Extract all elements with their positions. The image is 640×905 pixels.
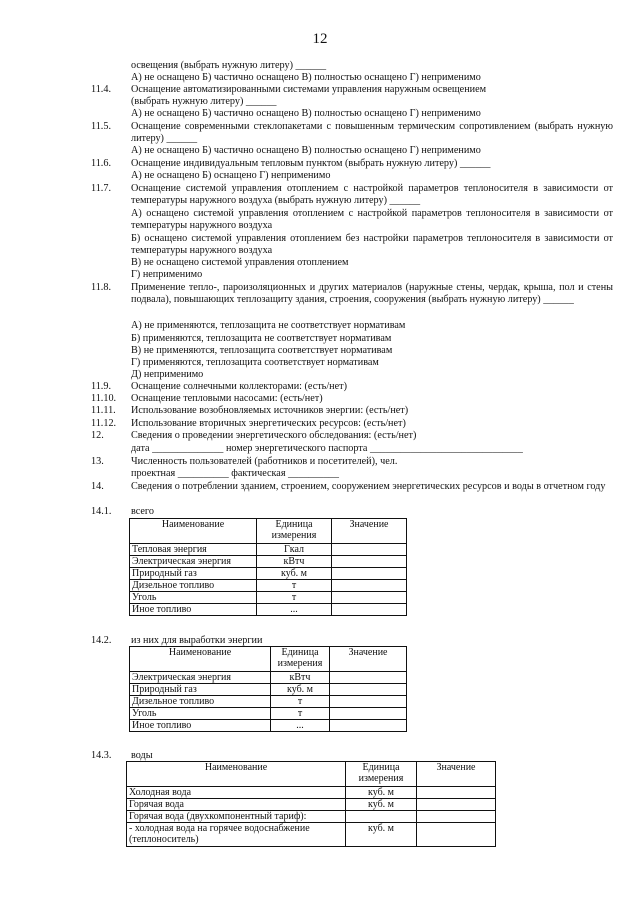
item-text: Использование возобновляемых источников энергии: (есть/нет) [131,405,409,416]
option-b: Б) оснащено системой управления отоплением без настройки параметров теплоносителя в зависимости от температуры наружного воздуха [131,233,613,256]
option-e: Д) неприменимо [131,369,204,380]
item-number: 14.3. [91,750,112,761]
value-cell[interactable] [417,787,496,799]
item-number: 11.11. [91,405,116,416]
header-name: Наименование [130,519,257,544]
table-row: Электрическая энергия кВтч [130,556,407,568]
item-text: Оснащение солнечными коллекторами: (есть/нет) [131,381,347,392]
item-number: 12. [91,430,104,441]
item-number: 11.4. [91,84,111,95]
item-text: Оснащение тепловыми насосами: (есть/нет) [131,393,323,404]
table-row: Природный газ куб. м [130,684,407,696]
value-cell[interactable] [417,799,496,811]
value-cell[interactable] [330,672,407,684]
table-row: Уголь т [130,708,407,720]
item-number: 11.10. [91,393,117,404]
option-d: Г) применяются, теплозащита соответствует нормативам [131,357,379,368]
table-row: Природный газ куб. м [130,568,407,580]
value-cell[interactable] [330,708,407,720]
header-name: Наименование [130,647,271,672]
option-d: Г) неприменимо [131,269,203,280]
item-text: всего [131,506,154,517]
item-text: (выбрать нужную литеру) ______ [131,96,277,107]
table-row: Иное топливо ... [130,720,407,732]
options-line: А) не оснащено Б) частично оснащено В) полностью оснащено Г) неприменимо [131,72,481,83]
value-cell[interactable] [332,568,407,580]
table-row: Тепловая энергия Гкал [130,544,407,556]
value-cell[interactable] [332,544,407,556]
item-text: Оснащение автоматизированными системами управления наружным освещением [131,84,487,95]
table-row: Уголь т [130,592,407,604]
value-cell[interactable] [332,604,407,616]
header-value: Значение [330,647,407,672]
options-line: А) не оснащено Б) оснащено Г) неприменимо [131,170,331,181]
item-text: Оснащение индивидуальным тепловым пунктом (выбрать нужную литеру) ______ [131,158,491,169]
table-energy-total [129,518,407,616]
item-number: 11.7. [91,183,111,194]
header-unit: Единица измерения [257,519,332,544]
item-number: 14.1. [91,506,112,517]
page-number: 12 [312,31,328,47]
option-c: В) не применяются, теплозащита соответствует нормативам [131,345,393,356]
item-text: Сведения о проведении энергетического обследования: (есть/нет) [131,430,417,441]
option-a: А) оснащено системой управления отоплением с настройкой параметров теплоносителя в зависимости от температуры наружного воздуха [131,208,613,231]
item-text: Применение тепло-, пароизоляционных и других материалов (наружные стены, чердак, крыша, пол и стены подвала), повышающих теплозащиту здания, строения, сооружения (выбрать нужную литеру) ______ [131,282,613,305]
value-cell[interactable] [330,696,407,708]
item-text: дата ______________ номер энергетического паспорта ______________________________ [131,443,523,454]
value-cell[interactable] [330,684,407,696]
header-value: Значение [417,762,496,787]
item-number: 11.5. [91,121,111,132]
header-unit: Единица измерения [271,647,330,672]
option-b: Б) применяются, теплозащита не соответствует нормативам [131,333,392,344]
item-text: Оснащение системой управления отоплением с настройкой параметров теплоносителя в зависимости от температуры наружного воздуха (выбрать нужную литеру) ______ [131,183,613,206]
item-number: 14. [91,481,104,492]
item-number: 14.2. [91,635,112,646]
header-value: Значение [332,519,407,544]
item-number: 11.12. [91,418,117,429]
item-text: из них для выработки энергии [131,635,263,646]
value-cell[interactable] [332,556,407,568]
table-energy-generation [129,646,407,732]
value-cell[interactable] [417,811,496,823]
value-cell[interactable] [332,592,407,604]
value-cell[interactable] [332,580,407,592]
table-row: Иное топливо ... [130,604,407,616]
item-text: проектная __________ фактическая __________ [131,468,339,479]
option-a: А) не применяются, теплозащита не соответствует нормативам [131,320,406,331]
item-text: Численность пользователей (работников и посетителей), чел. [131,456,398,467]
table-row: Горячая вода куб. м [127,799,496,811]
item-text: Сведения о потреблении зданием, строением, сооружением энергетических ресурсов и воды в отчетном году [131,481,606,492]
header-name: Наименование [127,762,346,787]
text-line: освещения (выбрать нужную литеру) ______ [131,60,327,71]
table-row: - холодная вода на горячее водоснабжение (теплоноситель) куб. м [127,823,496,847]
table-row: Дизельное топливо т [130,696,407,708]
option-c: В) не оснащено системой управления отоплением [131,257,349,268]
table-water [126,761,496,847]
value-cell[interactable] [417,823,496,847]
table-row: Холодная вода куб. м [127,787,496,799]
item-number: 11.8. [91,282,111,293]
item-text: Использование вторичных энергетических ресурсов: (есть/нет) [131,418,406,429]
item-text: Оснащение современными стеклопакетами с повышенным термическим сопротивлением (выбрать нужную литеру) ______ [131,121,613,144]
value-cell[interactable] [330,720,407,732]
options-line: А) не оснащено Б) частично оснащено В) полностью оснащено Г) неприменимо [131,145,481,156]
item-text: воды [131,750,153,761]
item-number: 11.6. [91,158,111,169]
options-line: А) не оснащено Б) частично оснащено В) полностью оснащено Г) неприменимо [131,108,481,119]
item-number: 13. [91,456,104,467]
table-row: Горячая вода (двухкомпонентный тариф): [127,811,496,823]
table-row: Электрическая энергия кВтч [130,672,407,684]
header-unit: Единица измерения [346,762,417,787]
item-number: 11.9. [91,381,111,392]
table-row: Дизельное топливо т [130,580,407,592]
